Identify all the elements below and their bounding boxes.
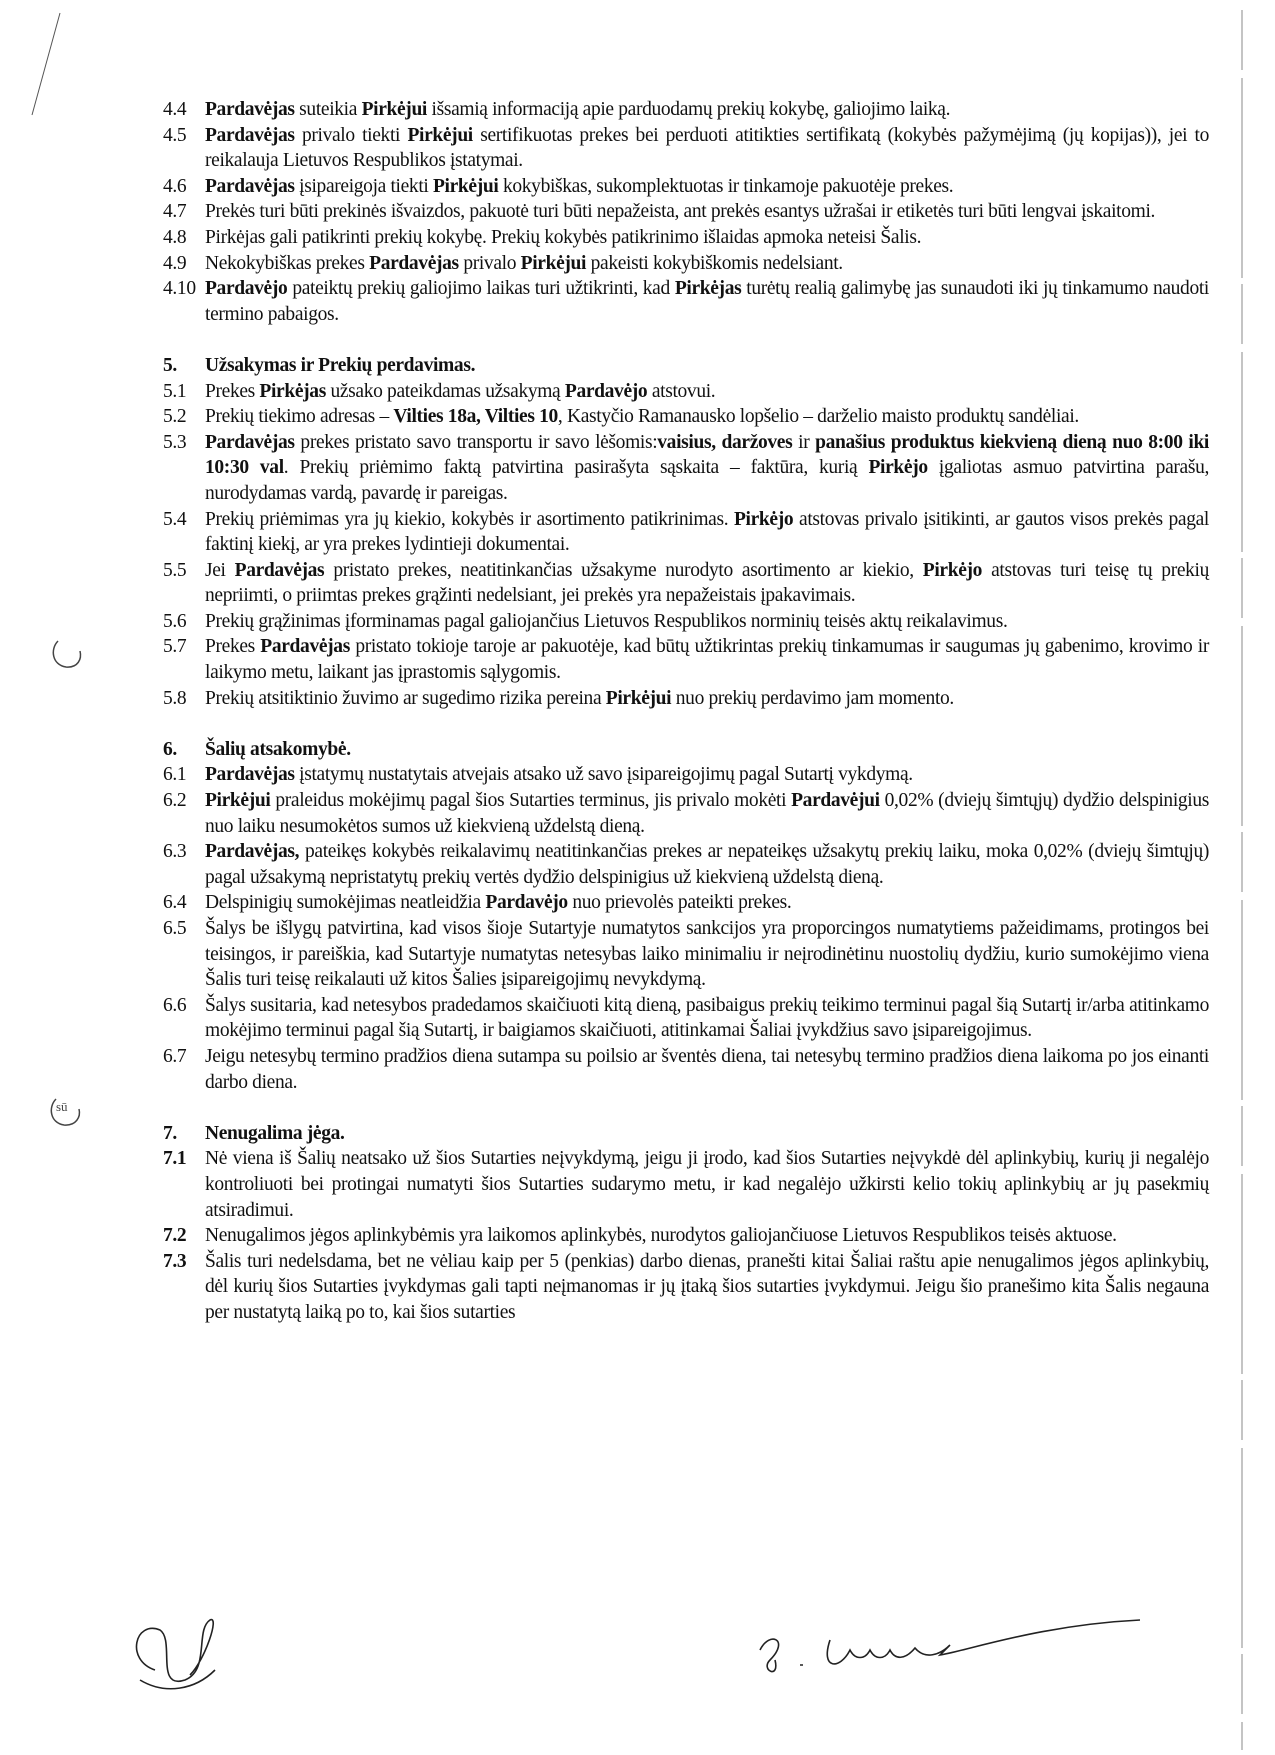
text-run: , Kastyčio Ramanausko lopšelio – darželio maisto produktų sandėliai.: [557, 406, 1079, 428]
clause-number: 5.1: [163, 380, 187, 402]
clause: [163, 609, 1209, 635]
clause-number: 4.6: [163, 175, 187, 197]
clause-text: [205, 379, 1209, 405]
text-run: Šalys susitaria, kad netesybos pradedamos skaičiuoti kitą dieną, pasibaigus prekių teikimo terminui pagal šią Sutartį ir/arba atitinkamo mokėjimo terminui pagal šią Sutartį, ir baigiamos skaičiuoti, atitinkamai Šaliai įvykdžius savo įsipareigojimus.: [205, 994, 1209, 1042]
text-run: Nenugalimos jėgos aplinkybėmis yra laikomos aplinkybės, nurodytos galiojančiuose Lietuvos Respublikos teisės aktuose.: [205, 1225, 1117, 1247]
section-number: 7.: [163, 1122, 177, 1144]
clause-number: 5.8: [163, 687, 187, 709]
clause: [163, 276, 1209, 327]
clause: [163, 916, 1209, 993]
bold-term: Pardavėjas: [369, 252, 459, 274]
clause-text: [205, 788, 1209, 839]
bold-term: Pardavėjas,: [205, 841, 300, 863]
section-number: 6.: [163, 738, 177, 760]
clause-number: 5.3: [163, 431, 187, 453]
text-run: Šalis turi nedelsdama, bet ne vėliau kaip per 5 (penkias) darbo dienas, pranešti kitai Šaliai raštu apie nenugalimos jėgos aplinkybių, dėl kurių šios Sutarties įvykdymas gali tapti neįmanomas ir jų įtaką šios sutarties įvykdymui. Jeigu šio pranešimo kita Šalis negauna per nustatytą laiką po to, kai šios sutarties: [205, 1250, 1209, 1323]
bold-term: Pirkėjui: [432, 175, 499, 197]
clause-text: [205, 558, 1209, 609]
clause-text: [205, 634, 1209, 685]
bold-term: Pardavėjas: [205, 124, 295, 146]
contract-page-body: [163, 97, 1209, 1326]
text-run: Šalys be išlygų patvirtina, kad visos šioje Sutartyje numatytos sankcijos yra proporcingos numatytiems pažeidimams, protingos bei teisingos, ir pareiškia, kad Sutartyje numatytas netesybas laiko minimaliu ir neįrodinėtinu nuostolių dydžiu, kurio sumokėjimo viena Šalis turi teisę reikalauti už kitos Šalies įsipareigojimų nevykdymą.: [205, 918, 1209, 991]
text-run: praleidus mokėjimų pagal šios Sutarties terminus, jis privalo mokėti: [270, 790, 792, 812]
clause: [163, 97, 1209, 123]
bold-term: panašius produktus kiekvieną dieną nuo 8:00 iki 10:30 val: [205, 431, 1210, 479]
clause-number: 5.5: [163, 559, 187, 581]
clause-text: [205, 276, 1209, 327]
margin-pen-stroke: [10, 5, 70, 135]
bold-term: Pardavėjas: [205, 764, 295, 786]
clause-text: [205, 762, 1209, 788]
bold-term: Pardavėjo: [205, 278, 288, 300]
text-run: įstatymų nustatytais atvejais atsako už savo įsipareigojimų pagal Sutartį vykdymą.: [294, 764, 913, 786]
bold-term: Pirkėjui: [605, 687, 672, 709]
bold-term: Pirkėjui: [361, 99, 428, 120]
text-run: Prekes: [205, 380, 260, 402]
text-run: atstovas privalo įsitikinti, ar gautos visos prekės pagal faktinį kiekį, ar yra prekes lydintieji dokumentai.: [205, 508, 1209, 556]
clause-number: 7.2: [163, 1225, 187, 1247]
clause-number: 4.4: [163, 99, 187, 120]
text-run: kokybiškas, sukomplektuotas ir tinkamoje pakuotėje prekes.: [498, 175, 954, 197]
clause: [163, 174, 1209, 200]
clause-text: [205, 686, 1209, 712]
text-run: Delspinigių sumokėjimas neatleidžia: [205, 892, 486, 914]
text-run: prekes pristato savo transportu ir savo lėšomis:: [294, 431, 658, 453]
clause-number: 6.1: [163, 764, 187, 786]
clause-number: 5.6: [163, 610, 187, 632]
clause-number: 4.7: [163, 201, 187, 223]
clause-text: [205, 225, 1209, 251]
text-run: įgaliotas asmuo patvirtina parašu, nurodydamas vardą, pavardę ir pareigas.: [205, 457, 1209, 504]
text-run: Nė viena iš Šalių neatsako už šios Sutarties neįvykdymą, jeigu ji įrodo, kad šios Sutarties neįvykdė dėl aplinkybių, kurių ji negalėjo kontroliuoti bei protingai numatyti šios Sutarties sudarymo metu, ir kad negalėjo užkirsti kelio tokių aplinkybių ar jų pasekmių atsiradimui.: [205, 1148, 1209, 1221]
clause-text: [205, 1044, 1209, 1095]
bold-term: Pirkėjo: [868, 457, 928, 479]
clause-text: [205, 916, 1209, 993]
clause-number: 4.10: [163, 278, 196, 300]
clause: [163, 251, 1209, 277]
signature-right: [740, 1600, 1160, 1690]
bold-term: Pardavėjas: [205, 431, 295, 453]
text-run: išsamią informaciją apie parduodamų prekių kokybę, galiojimo laiką.: [427, 99, 951, 120]
text-run: suteikia: [294, 99, 362, 120]
text-run: Pirkėjas gali patikrinti prekių kokybę. Prekių kokybės patikrinimo išlaidas apmoka neteisi Šalis.: [205, 226, 922, 248]
bold-term: Pardavėjo: [564, 380, 648, 402]
section-title: Nenugalima jėga.: [205, 1122, 345, 1144]
text-run: atstovas turi teisę tų prekių nepriimti, o priimtas prekes grąžinti nedelsiant, jei prekės yra nepažeistais įpakavimais.: [205, 559, 1210, 607]
clause-text: [205, 174, 1209, 200]
clause-number: 7.3: [163, 1250, 187, 1272]
bold-term: Pirkėjo: [922, 559, 983, 581]
bold-term: Pirkėjas: [259, 380, 326, 402]
clause: [163, 123, 1209, 174]
text-run: 0,02% (dviejų šimtųjų) dydžio delspinigius nuo laiku nesumokėtos sumos už kiekvieną uždelstą dieną.: [205, 790, 1209, 837]
clause-number: 5.2: [163, 406, 187, 428]
bold-term: Vilties 18a, Vilties 10: [393, 406, 558, 428]
clause-text: [205, 609, 1209, 635]
clause: [163, 1249, 1209, 1326]
bold-term: vaisius, daržoves: [657, 431, 793, 453]
clause: [163, 762, 1209, 788]
section-heading: [163, 353, 1209, 379]
bold-term: Pirkėjo: [733, 508, 794, 530]
text-run: Nekokybiškas prekes: [205, 252, 370, 274]
clause-number: 7.1: [163, 1148, 187, 1170]
text-run: pateiktų prekių galiojimo laikas turi užtikrinti, kad: [287, 278, 675, 300]
clause: [163, 199, 1209, 225]
clause: [163, 404, 1209, 430]
clause-number: 6.3: [163, 841, 187, 863]
clause-number: 4.8: [163, 226, 187, 248]
clause-text: [205, 507, 1209, 558]
clause-number: 5.4: [163, 508, 187, 530]
clause: [163, 686, 1209, 712]
stamp-mark: [48, 1095, 84, 1129]
clause-text: [205, 251, 1209, 277]
bold-term: Pirkėjui: [407, 124, 473, 146]
clause-number: 4.9: [163, 252, 187, 274]
clause-number: 6.6: [163, 994, 187, 1016]
clause: [163, 993, 1209, 1044]
text-run: nuo prekių perdavimo jam momento.: [671, 687, 954, 709]
text-run: . Prekių priėmimo faktą patvirtina pasirašyta sąskaita – faktūra, kurią: [283, 457, 869, 479]
clause-text: [205, 993, 1209, 1044]
clause-text: [205, 97, 1209, 123]
clause: [163, 1146, 1209, 1223]
clause-text: [205, 123, 1209, 174]
text-run: ir: [792, 431, 816, 453]
section-title: Šalių atsakomybė.: [205, 738, 351, 760]
section-title: Užsakymas ir Prekių perdavimas.: [205, 354, 476, 376]
text-run: Prekių atsitiktinio žuvimo ar sugedimo rizika pereina: [205, 687, 606, 709]
text-run: privalo tiekti: [294, 124, 408, 146]
text-run: Prekių priėmimas yra jų kiekio, kokybės ir asortimento patikrinimas.: [205, 508, 734, 530]
clause: [163, 1223, 1209, 1249]
clause: [163, 788, 1209, 839]
bold-term: Pardavėjas: [234, 559, 325, 581]
punch-hole-mark: [48, 635, 88, 675]
text-run: pakeisti kokybiškomis nedelsiant.: [586, 252, 843, 274]
clause: [163, 379, 1209, 405]
bold-term: Pirkėjui: [205, 790, 271, 812]
clause: [163, 558, 1209, 609]
text-run: Prekių grąžinimas įforminamas pagal galiojančius Lietuvos Respublikos norminių teisės aktų reikalavimus.: [205, 610, 1008, 632]
text-run: Prekės turi būti prekinės išvaizdos, pakuotė turi būti nepažeista, ant prekės esantys užrašai ir etiketės turi būti lengvai įskaitomi.: [205, 201, 1156, 223]
clause: [163, 890, 1209, 916]
signature-left: [115, 1600, 235, 1700]
clause-number: 6.4: [163, 892, 187, 914]
bold-term: Pardavėjo: [485, 892, 568, 914]
text-run: sertifikuotas prekes bei perduoti atitikties sertifikatą (kokybės pažymėjimą (jų kopijas)), jei to reikalauja Lietuvos Respublikos įstatymai.: [205, 124, 1209, 172]
bold-term: Pardavėjas: [205, 99, 295, 120]
section-heading: [163, 1121, 1209, 1147]
clause-number: 6.5: [163, 918, 187, 939]
bold-term: Pardavėjas: [205, 175, 295, 197]
stamp-text: sū: [56, 1099, 68, 1114]
clause: [163, 634, 1209, 685]
text-run: turėtų realią galimybę jas sunaudoti iki jų tinkamumo naudoti termino pabaigos.: [205, 278, 1209, 325]
clause-number: 5.7: [163, 636, 187, 658]
text-run: privalo: [458, 252, 521, 274]
clause-number: 4.5: [163, 124, 187, 146]
clause-text: [205, 404, 1209, 430]
section-number: 5.: [163, 354, 177, 376]
text-run: užsako pateikdamas užsakymą: [325, 380, 565, 402]
text-run: nuo prievolės pateikti prekes.: [567, 892, 792, 914]
text-run: Jeigu netesybų termino pradžios diena sutampa su poilsio ar šventės diena, tai netesybų termino pradžios diena laikoma po jos einanti darbo diena.: [205, 1045, 1209, 1093]
section-heading: [163, 737, 1209, 763]
bold-term: Pardavėjui: [791, 790, 880, 812]
text-run: pristato tokioje taroje ar pakuotėje, kad būtų užtikrintas prekių tinkamumas ir saugumas jų gabenimo, krovimo ir laikymo metu, laikant jas įprastomis sąlygomis.: [205, 636, 1209, 684]
clause-text: [205, 1223, 1209, 1249]
clause: [163, 430, 1209, 507]
text-run: Prekes: [205, 636, 261, 658]
text-run: Prekių tiekimo adresas –: [205, 406, 394, 428]
clause: [163, 839, 1209, 890]
bold-term: Pirkėjas: [674, 278, 742, 300]
bold-term: Pardavėjas: [260, 636, 350, 658]
clause: [163, 507, 1209, 558]
text-run: pateikęs kokybės reikalavimų neatitinkančias prekes ar nepateikęs užsakytų prekių laiku, moka 0,02% (dviejų šimtųjų) pagal užsakymą nepristatytų prekių vertės dydžio delspinigius už kiekvieną uždelstą dieną.: [205, 841, 1209, 888]
text-run: atstovui.: [647, 380, 716, 402]
clause-text: [205, 890, 1209, 916]
clause-text: [205, 430, 1209, 507]
text-run: Jei: [205, 559, 235, 581]
clause-text: [205, 1146, 1209, 1223]
clause: [163, 1044, 1209, 1095]
clause-text: [205, 839, 1209, 890]
text-run: įsipareigoja tiekti: [294, 175, 433, 197]
clause-number: 6.7: [163, 1045, 187, 1067]
clause-text: [205, 1249, 1209, 1326]
clause-text: [205, 199, 1209, 225]
text-run: pristato prekes, neatitinkančias užsakyme nurodyto asortimento ar kiekio,: [324, 559, 923, 581]
clause-number: 6.2: [163, 790, 187, 812]
clause: [163, 225, 1209, 251]
right-edge-line: [1236, 10, 1248, 1750]
bold-term: Pirkėjui: [520, 252, 587, 274]
